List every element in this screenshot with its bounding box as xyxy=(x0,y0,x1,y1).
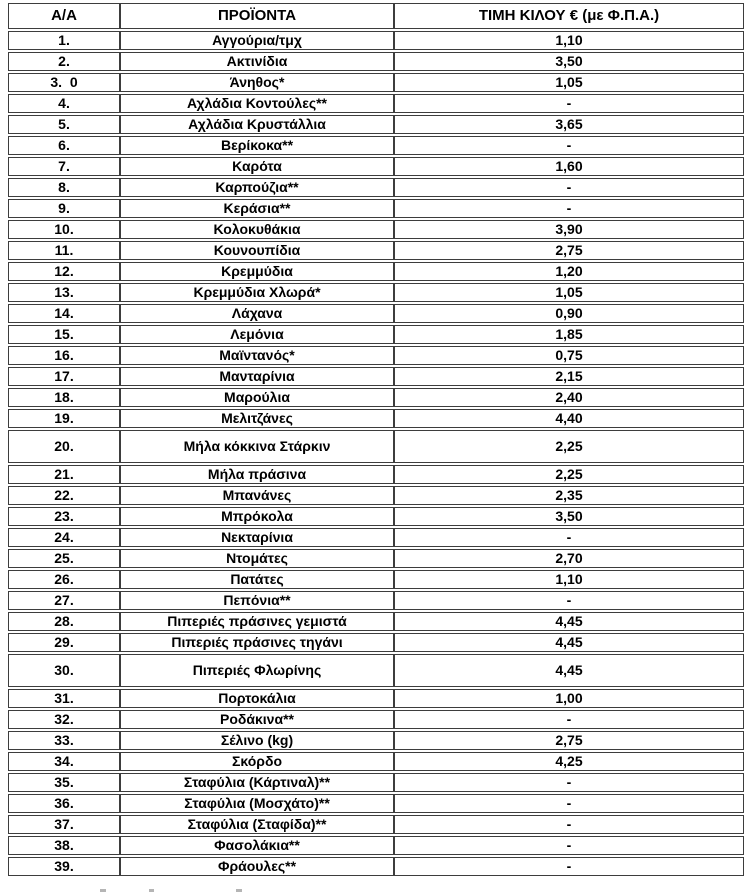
table-row xyxy=(8,325,744,344)
price-value-cell: 2,40 xyxy=(394,388,744,407)
product-name-cell: Πεπόνια** xyxy=(120,591,394,610)
row-number-cell: 29. xyxy=(8,633,120,652)
row-number-cell: 11. xyxy=(8,241,120,260)
table-row xyxy=(8,752,744,771)
product-name-cell: Σταφύλια (Μοσχάτο)** xyxy=(120,794,394,813)
row-number-cell: 30. xyxy=(8,654,120,687)
product-name-cell: Ακτινίδια xyxy=(120,52,394,71)
row-number-cell: 2. xyxy=(8,52,120,71)
row-number-cell: 25. xyxy=(8,549,120,568)
price-value-cell: 2,25 xyxy=(394,430,744,463)
row-number-cell: 27. xyxy=(8,591,120,610)
product-name-cell: Κρεμμύδια xyxy=(120,262,394,281)
table-row xyxy=(8,591,744,610)
row-number-cell: 9. xyxy=(8,199,120,218)
product-name-cell: Αχλάδια Κρυστάλλια xyxy=(120,115,394,134)
product-name-cell: Κουνουπίδια xyxy=(120,241,394,260)
table-row xyxy=(8,283,744,302)
price-list-page xyxy=(0,1,751,892)
table-row xyxy=(8,549,744,568)
product-name-cell: Πορτοκάλια xyxy=(120,689,394,708)
price-value-cell: 1,10 xyxy=(394,570,744,589)
price-value-cell: - xyxy=(394,94,744,113)
price-value-cell: 1,00 xyxy=(394,689,744,708)
row-number-cell: 13. xyxy=(8,283,120,302)
product-name-cell: Βερίκοκα** xyxy=(120,136,394,155)
price-value-cell: 0,90 xyxy=(394,304,744,323)
price-value-cell: 2,15 xyxy=(394,367,744,386)
header-cell-price-per-kilo: ΤΙΜΗ ΚΙΛΟΥ € (με Φ.Π.Α.) xyxy=(394,3,744,29)
table-row xyxy=(8,465,744,484)
row-number-cell: 21. xyxy=(8,465,120,484)
table-body xyxy=(8,31,744,876)
price-value-cell: - xyxy=(394,857,744,876)
price-value-cell: 2,75 xyxy=(394,731,744,750)
row-number-cell: 38. xyxy=(8,836,120,855)
table-row xyxy=(8,346,744,365)
price-value-cell: 4,45 xyxy=(394,633,744,652)
product-name-cell: Αχλάδια Κοντούλες** xyxy=(120,94,394,113)
table-row xyxy=(8,388,744,407)
price-value-cell: 3,50 xyxy=(394,507,744,526)
price-value-cell: 3,50 xyxy=(394,52,744,71)
row-number-cell: 14. xyxy=(8,304,120,323)
product-name-cell: Λεμόνια xyxy=(120,325,394,344)
table-row xyxy=(8,157,744,176)
table-row xyxy=(8,612,744,631)
row-number-cell: 28. xyxy=(8,612,120,631)
product-name-cell: Πιπεριές Φλωρίνης xyxy=(120,654,394,687)
row-number-cell: 37. xyxy=(8,815,120,834)
header-cell-number: Α/Α xyxy=(8,3,120,29)
product-name-cell: Μαϊντανός* xyxy=(120,346,394,365)
table-row xyxy=(8,633,744,652)
table-row xyxy=(8,570,744,589)
product-name-cell: Καρπούζια** xyxy=(120,178,394,197)
table-row xyxy=(8,241,744,260)
table-row xyxy=(8,836,744,855)
price-value-cell: 1,85 xyxy=(394,325,744,344)
row-number-cell: 36. xyxy=(8,794,120,813)
product-name-cell: Άνηθος* xyxy=(120,73,394,92)
table-row xyxy=(8,773,744,792)
product-name-cell: Καρότα xyxy=(120,157,394,176)
price-value-cell: 3,65 xyxy=(394,115,744,134)
price-value-cell: - xyxy=(394,794,744,813)
row-number-cell: 16. xyxy=(8,346,120,365)
row-number-cell: 7. xyxy=(8,157,120,176)
table-row xyxy=(8,507,744,526)
product-name-cell: Σκόρδο xyxy=(120,752,394,771)
table-row xyxy=(8,220,744,239)
product-name-cell: Σταφύλια (Σταφίδα)** xyxy=(120,815,394,834)
price-value-cell: - xyxy=(394,591,744,610)
price-value-cell: 2,35 xyxy=(394,486,744,505)
row-number-cell: 3. 0 xyxy=(8,73,120,92)
row-number-cell: 39. xyxy=(8,857,120,876)
price-value-cell: - xyxy=(394,178,744,197)
price-value-cell: 4,40 xyxy=(394,409,744,428)
price-value-cell: 4,45 xyxy=(394,654,744,687)
row-number-cell: 1. xyxy=(8,31,120,50)
header-cell-products: ΠΡΟΪΟΝΤΑ xyxy=(120,3,394,29)
row-number-cell: 22. xyxy=(8,486,120,505)
product-name-cell: Ροδάκινα** xyxy=(120,710,394,729)
product-name-cell: Φράουλες** xyxy=(120,857,394,876)
table-row xyxy=(8,689,744,708)
table-row xyxy=(8,815,744,834)
row-number-cell: 6. xyxy=(8,136,120,155)
row-number-cell: 19. xyxy=(8,409,120,428)
table-row xyxy=(8,528,744,547)
product-name-cell: Μπρόκολα xyxy=(120,507,394,526)
product-name-cell: Πιπεριές πράσινες τηγάνι xyxy=(120,633,394,652)
price-value-cell: - xyxy=(394,199,744,218)
row-number-cell: 26. xyxy=(8,570,120,589)
product-name-cell: Σταφύλια (Κάρτιναλ)** xyxy=(120,773,394,792)
table-row xyxy=(8,304,744,323)
row-number-cell: 20. xyxy=(8,430,120,463)
row-number-cell: 32. xyxy=(8,710,120,729)
row-number-cell: 24. xyxy=(8,528,120,547)
row-number-cell: 12. xyxy=(8,262,120,281)
table-row xyxy=(8,199,744,218)
table-header-row xyxy=(8,3,744,29)
table-row xyxy=(8,262,744,281)
table-row xyxy=(8,710,744,729)
product-name-cell: Μπανάνες xyxy=(120,486,394,505)
product-name-cell: Λάχανα xyxy=(120,304,394,323)
price-value-cell: 1,20 xyxy=(394,262,744,281)
product-name-cell: Νεκταρίνια xyxy=(120,528,394,547)
price-value-cell: 1,05 xyxy=(394,73,744,92)
product-name-cell: Φασολάκια** xyxy=(120,836,394,855)
product-name-cell: Μελιτζάνες xyxy=(120,409,394,428)
product-name-cell: Πιπεριές πράσινες γεμιστά xyxy=(120,612,394,631)
product-name-cell: Μήλα πράσινα xyxy=(120,465,394,484)
product-price-table xyxy=(8,1,744,878)
table-row xyxy=(8,367,744,386)
product-name-cell: Πατάτες xyxy=(120,570,394,589)
row-number-cell: 31. xyxy=(8,689,120,708)
price-value-cell: 1,10 xyxy=(394,31,744,50)
table-row xyxy=(8,654,744,687)
table-row xyxy=(8,52,744,71)
price-value-cell: 1,60 xyxy=(394,157,744,176)
table-row xyxy=(8,486,744,505)
row-number-cell: 33. xyxy=(8,731,120,750)
product-name-cell: Κρεμμύδια Χλωρά* xyxy=(120,283,394,302)
row-number-cell: 34. xyxy=(8,752,120,771)
product-name-cell: Μήλα κόκκινα Στάρκιν xyxy=(120,430,394,463)
table-row xyxy=(8,178,744,197)
product-name-cell: Κεράσια** xyxy=(120,199,394,218)
price-value-cell: 2,70 xyxy=(394,549,744,568)
table-row xyxy=(8,409,744,428)
product-name-cell: Μανταρίνια xyxy=(120,367,394,386)
price-value-cell: 4,25 xyxy=(394,752,744,771)
price-value-cell: 1,05 xyxy=(394,283,744,302)
product-name-cell: Σέλινο (kg) xyxy=(120,731,394,750)
price-value-cell: 0,75 xyxy=(394,346,744,365)
table-row xyxy=(8,731,744,750)
price-value-cell: 3,90 xyxy=(394,220,744,239)
price-value-cell: - xyxy=(394,815,744,834)
product-name-cell: Κολοκυθάκια xyxy=(120,220,394,239)
price-value-cell: - xyxy=(394,773,744,792)
table-row xyxy=(8,857,744,876)
table-row xyxy=(8,115,744,134)
row-number-cell: 15. xyxy=(8,325,120,344)
row-number-cell: 23. xyxy=(8,507,120,526)
table-row xyxy=(8,94,744,113)
table-row xyxy=(8,430,744,463)
price-value-cell: - xyxy=(394,136,744,155)
table-row xyxy=(8,73,744,92)
row-number-cell: 18. xyxy=(8,388,120,407)
table-row xyxy=(8,31,744,50)
price-value-cell: - xyxy=(394,710,744,729)
price-value-cell: 2,75 xyxy=(394,241,744,260)
product-name-cell: Μαρούλια xyxy=(120,388,394,407)
row-number-cell: 17. xyxy=(8,367,120,386)
table-row xyxy=(8,136,744,155)
row-number-cell: 4. xyxy=(8,94,120,113)
row-number-cell: 8. xyxy=(8,178,120,197)
row-number-cell: 35. xyxy=(8,773,120,792)
price-value-cell: 4,45 xyxy=(394,612,744,631)
product-name-cell: Αγγούρια/τμχ xyxy=(120,31,394,50)
price-value-cell: - xyxy=(394,528,744,547)
row-number-cell: 5. xyxy=(8,115,120,134)
product-name-cell: Ντομάτες xyxy=(120,549,394,568)
row-number-cell: 10. xyxy=(8,220,120,239)
price-value-cell: 2,25 xyxy=(394,465,744,484)
price-value-cell: - xyxy=(394,836,744,855)
table-row xyxy=(8,794,744,813)
